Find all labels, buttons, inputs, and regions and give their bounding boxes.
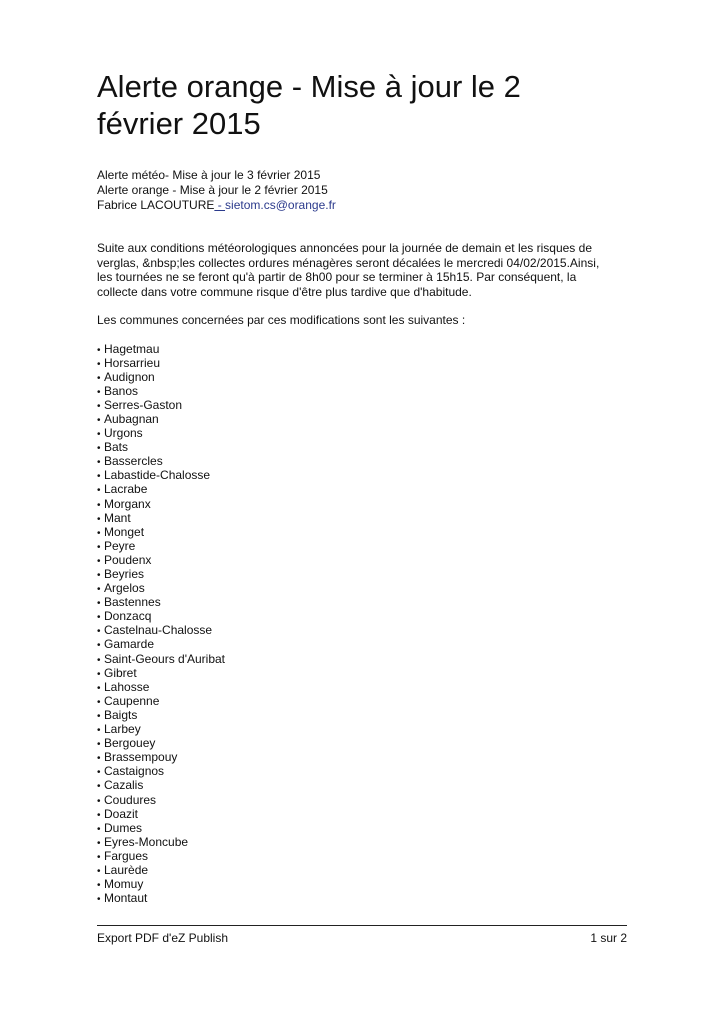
commune-list-item <box>97 440 627 454</box>
bullet-icon: • <box>97 598 101 610</box>
bullet-icon: • <box>97 499 101 511</box>
commune-list-item <box>97 567 627 581</box>
commune-list-item <box>97 736 627 750</box>
author-email-link[interactable]: sietom.cs@orange.fr <box>225 198 336 212</box>
document-page <box>97 68 627 905</box>
commune-list-item <box>97 539 627 553</box>
commune-name: Brassempouy <box>104 750 178 765</box>
commune-list-item <box>97 595 627 609</box>
commune-name: Cazalis <box>104 778 144 793</box>
commune-name: Saint-Geours d'Auribat <box>104 651 226 666</box>
commune-name: Aubagnan <box>104 411 159 426</box>
commune-name: Fargues <box>104 848 149 863</box>
commune-name: Montaut <box>104 891 148 906</box>
bullet-icon: • <box>97 851 101 863</box>
footer-export-label: Export PDF d'eZ Publish <box>97 931 229 945</box>
commune-name: Banos <box>104 383 139 398</box>
commune-list-item <box>97 609 627 623</box>
commune-name: Eyres-Moncube <box>104 834 189 849</box>
bullet-icon: • <box>97 640 101 652</box>
commune-list-item <box>97 637 627 651</box>
bullet-icon: • <box>97 725 101 737</box>
meta-line-2: Alerte orange - Mise à jour le 2 février 2015 <box>97 183 328 197</box>
commune-list-item <box>97 623 627 637</box>
bullet-icon: • <box>97 753 101 765</box>
commune-list-item <box>97 666 627 680</box>
commune-list-item <box>97 384 627 398</box>
commune-list-item <box>97 708 627 722</box>
commune-list-item <box>97 398 627 412</box>
footer-page-number: 1 sur 2 <box>590 931 627 945</box>
bullet-icon: • <box>97 414 101 426</box>
commune-name: Coudures <box>104 792 157 807</box>
bullet-icon: • <box>97 471 101 483</box>
bullet-icon: • <box>97 626 101 638</box>
commune-name: Labastide-Chalosse <box>104 468 211 483</box>
commune-name: Momuy <box>104 877 144 892</box>
commune-name: Gibret <box>104 665 137 680</box>
commune-name: Mant <box>104 510 131 525</box>
document-meta <box>97 168 627 213</box>
commune-name: Bergouey <box>104 736 156 751</box>
intro-paragraph: Suite aux conditions météorologiques annoncées pour la journée de demain et les risques de verglas, &nbsp;les collectes ordures ménagères seront décalées le mercredi 04/02/2015.Ainsi, les tournées ne se feront qu'à partir de 8h00 pour se terminer à 15h15. Par conséquent, la collecte dans votre commune risque d'être plus tardive que d'habitude. <box>97 241 600 299</box>
bullet-icon: • <box>97 710 101 722</box>
bullet-icon: • <box>97 358 101 370</box>
commune-list-item <box>97 807 627 821</box>
commune-list-item <box>97 553 627 567</box>
commune-list-item <box>97 652 627 666</box>
author-separator: - <box>214 198 226 212</box>
commune-list-item <box>97 370 627 384</box>
bullet-icon: • <box>97 682 101 694</box>
bullet-icon: • <box>97 767 101 779</box>
commune-list-item <box>97 793 627 807</box>
commune-name: Argelos <box>104 581 145 596</box>
bullet-icon: • <box>97 400 101 412</box>
commune-name: Beyries <box>104 567 145 581</box>
commune-name: Monget <box>104 524 145 539</box>
commune-list-item <box>97 863 627 877</box>
commune-name: Serres-Gaston <box>104 397 183 412</box>
bullet-icon: • <box>97 795 101 807</box>
commune-list-item <box>97 821 627 835</box>
commune-list-item <box>97 877 627 891</box>
bullet-icon: • <box>97 527 101 539</box>
author-line <box>97 198 627 213</box>
commune-list-item <box>97 497 627 511</box>
bullet-icon: • <box>97 541 101 553</box>
commune-list-item <box>97 849 627 863</box>
commune-list-item <box>97 356 627 370</box>
page-title: Alerte orange - Mise à jour le 2 février 2015 <box>97 69 521 141</box>
bullet-icon: • <box>97 823 101 835</box>
bullet-icon: • <box>97 570 101 581</box>
bullet-icon: • <box>97 781 101 793</box>
commune-list-item <box>97 581 627 595</box>
bullet-icon: • <box>97 555 101 567</box>
bullet-icon: • <box>97 837 101 849</box>
commune-name: Audignon <box>104 369 155 384</box>
commune-name: Lacrabe <box>104 482 148 497</box>
commune-name: Doazit <box>104 806 139 821</box>
commune-name: Donzacq <box>104 609 152 624</box>
bullet-icon: • <box>97 443 101 455</box>
commune-list-item <box>97 750 627 764</box>
commune-list-item <box>97 342 627 356</box>
commune-name: Bats <box>104 440 129 455</box>
bullet-icon: • <box>97 485 101 497</box>
commune-list-item <box>97 412 627 426</box>
commune-list-item <box>97 764 627 778</box>
commune-name: Peyre <box>104 538 136 553</box>
commune-name: Poudenx <box>104 552 152 567</box>
commune-list-item <box>97 680 627 694</box>
commune-list-item <box>97 835 627 849</box>
bullet-icon: • <box>97 668 101 680</box>
commune-name: Caupenne <box>104 693 160 708</box>
commune-list-item <box>97 426 627 440</box>
page-footer <box>97 925 627 945</box>
bullet-icon: • <box>97 584 101 596</box>
commune-name: Horsarrieu <box>104 355 161 370</box>
commune-list-item <box>97 454 627 468</box>
communes-list <box>97 342 627 906</box>
commune-name: Gamarde <box>104 637 155 652</box>
bullet-icon: • <box>97 344 101 356</box>
commune-list-item <box>97 694 627 708</box>
bullet-icon: • <box>97 612 101 624</box>
commune-name: Baigts <box>104 707 138 722</box>
bullet-icon: • <box>97 894 101 906</box>
bullet-icon: • <box>97 880 101 892</box>
meta-line-1: Alerte météo- Mise à jour le 3 février 2015 <box>97 168 321 182</box>
commune-name: Morganx <box>104 496 151 511</box>
commune-name: Dumes <box>104 820 143 835</box>
commune-name: Urgons <box>104 426 143 441</box>
author-name: Fabrice LACOUTURE <box>97 198 215 212</box>
commune-list-item <box>97 511 627 525</box>
commune-name: Lahosse <box>104 679 150 694</box>
commune-list-item <box>97 722 627 736</box>
commune-list-item <box>97 891 627 905</box>
list-lead-text: Les communes concernées par ces modifications sont les suivantes : <box>97 313 466 327</box>
commune-name: Castaignos <box>104 764 165 779</box>
commune-list-item <box>97 482 627 496</box>
commune-name: Larbey <box>104 722 141 737</box>
commune-list-item <box>97 525 627 539</box>
bullet-icon: • <box>97 429 101 441</box>
bullet-icon: • <box>97 865 101 877</box>
bullet-icon: • <box>97 386 101 398</box>
bullet-icon: • <box>97 809 101 821</box>
commune-list-item <box>97 468 627 482</box>
bullet-icon: • <box>97 654 101 666</box>
commune-name: Bastennes <box>104 595 161 610</box>
commune-name: Hagetmau <box>104 341 160 356</box>
bullet-icon: • <box>97 457 101 469</box>
commune-name: Laurède <box>104 862 149 877</box>
commune-list-item <box>97 778 627 792</box>
bullet-icon: • <box>97 696 101 708</box>
commune-name: Castelnau-Chalosse <box>104 623 213 638</box>
bullet-icon: • <box>97 372 101 384</box>
bullet-icon: • <box>97 513 101 525</box>
commune-name: Bassercles <box>104 454 163 469</box>
bullet-icon: • <box>97 739 101 751</box>
